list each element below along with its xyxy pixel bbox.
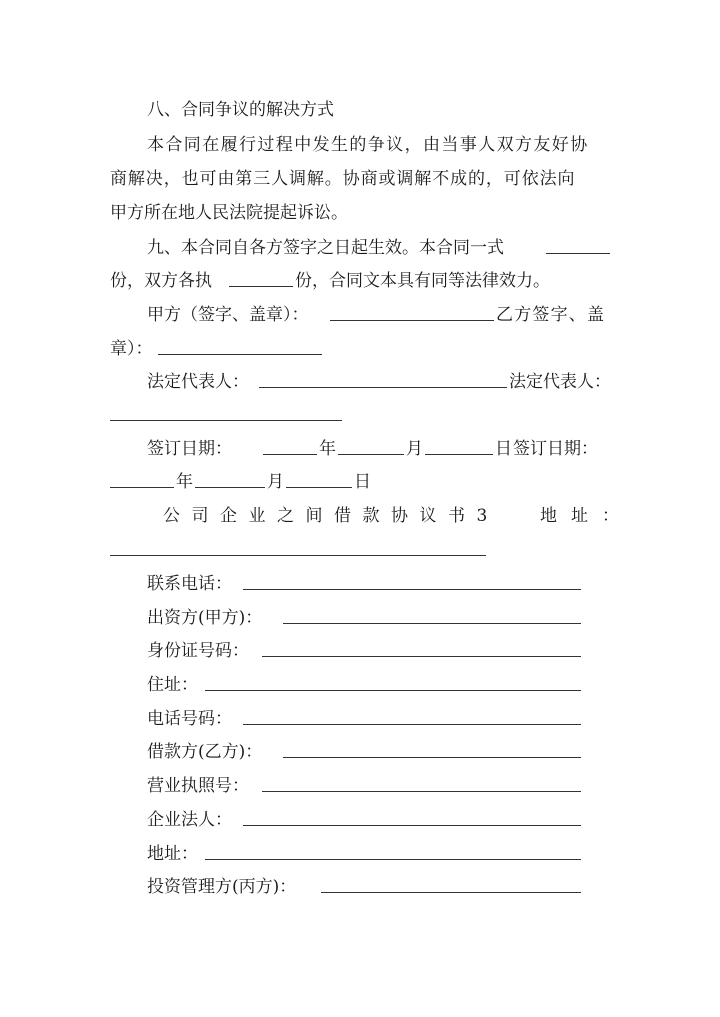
- field-blank-phone-number[interactable]: [243, 724, 581, 725]
- field-label-legal-person: 企业法人：: [147, 810, 232, 830]
- field-row-phone-number: [0, 704, 720, 734]
- agreement-address-blank-line: [0, 535, 720, 565]
- field-blank-legal-person[interactable]: [243, 825, 581, 826]
- field-blank-investment-manager[interactable]: [321, 892, 581, 893]
- legal-rep-b-blank-line: [0, 400, 720, 430]
- sign-date-b-line: [0, 467, 720, 497]
- sign-date-a-year-blank[interactable]: [263, 454, 317, 455]
- field-label-phone-number: 电话号码：: [147, 709, 232, 729]
- field-blank-residence[interactable]: [205, 690, 581, 691]
- sign-date-b-year-blank[interactable]: [110, 487, 174, 488]
- legal-rep-a-blank[interactable]: [259, 387, 507, 388]
- field-row-investment-manager: [0, 872, 720, 902]
- field-row-borrower: [0, 737, 720, 767]
- field-label-business-license: 营业执照号：: [147, 776, 249, 796]
- sign-date-a-year: 年: [319, 439, 336, 459]
- agreement-title: 公司企业之间借款协议书3: [163, 506, 499, 526]
- agreement-address-label: 地址：: [540, 506, 633, 526]
- field-label-investment-manager: 投资管理方(丙方)：: [147, 877, 297, 897]
- field-blank-borrower[interactable]: [283, 757, 581, 758]
- section9-line2: [0, 266, 720, 296]
- party-b-signature-label: 乙方签字、盖: [496, 305, 606, 325]
- field-row-residence: [0, 670, 720, 700]
- party-b-signature-blank[interactable]: [158, 354, 322, 355]
- sign-date-a-month-blank[interactable]: [338, 454, 404, 455]
- sign-date-b-month-blank[interactable]: [195, 487, 265, 488]
- field-label-investor: 出资方(甲方)：: [147, 608, 263, 628]
- legal-rep-b-label: 法定代表人：: [509, 372, 611, 392]
- copies-total-blank[interactable]: [546, 253, 610, 254]
- agreement-title-line: [0, 501, 720, 531]
- sign-date-a-label: 签订日期：: [147, 439, 232, 459]
- field-blank-business-license[interactable]: [262, 791, 581, 792]
- section9-text2b: 份，合同文本具有同等法律效力。: [295, 271, 550, 291]
- section8-heading-line: [0, 95, 720, 125]
- field-row-id-number: [0, 636, 720, 666]
- field-blank-contact-phone[interactable]: [243, 589, 581, 590]
- sign-date-b-day: 日: [354, 472, 371, 492]
- section9-text1: 九、本合同自各方签字之日起生效。本合同一式: [147, 238, 504, 258]
- field-blank-address[interactable]: [205, 859, 581, 860]
- agreement-address-blank[interactable]: [110, 555, 486, 556]
- sign-date-b-year: 年: [176, 472, 193, 492]
- field-row-business-license: [0, 771, 720, 801]
- party-b-signature-cont-line: [0, 334, 720, 364]
- sign-date-b-label: 签订日期：: [513, 439, 598, 459]
- field-label-id-number: 身份证号码：: [147, 641, 249, 661]
- field-label-address: 地址：: [147, 844, 198, 864]
- field-label-residence: 住址：: [147, 675, 198, 695]
- field-row-contact-phone: [0, 569, 720, 599]
- field-row-legal-person: [0, 805, 720, 835]
- field-label-borrower: 借款方(乙方)：: [147, 742, 263, 762]
- copies-each-blank[interactable]: [229, 286, 293, 287]
- sign-date-b-day-blank[interactable]: [286, 487, 352, 488]
- party-signature-line: [0, 300, 720, 330]
- legal-rep-line: [0, 367, 720, 397]
- section8-body-line2: [0, 164, 720, 194]
- field-label-contact-phone: 联系电话：: [147, 574, 232, 594]
- field-row-address: [0, 839, 720, 869]
- field-blank-id-number[interactable]: [262, 656, 581, 657]
- legal-rep-a-label: 法定代表人：: [147, 372, 249, 392]
- sign-date-a-day: 日: [495, 439, 512, 459]
- sign-date-a-month: 月: [406, 439, 423, 459]
- section9-text2a: 份，双方各执: [110, 271, 212, 291]
- section8-body-line1: [0, 130, 720, 160]
- party-b-signature-label-cont: 章）：: [110, 339, 153, 359]
- section9-line1: [0, 233, 720, 263]
- legal-rep-b-blank[interactable]: [110, 420, 342, 421]
- section8-body-line3: [0, 198, 720, 228]
- party-a-signature-label: 甲方（签字、盖章）：: [147, 305, 309, 325]
- field-blank-investor[interactable]: [283, 623, 581, 624]
- field-row-investor: [0, 603, 720, 633]
- section8-body-text2: 商解决，也可由第三人调解。协商或调解不成的，可依法向: [110, 169, 576, 189]
- sign-date-a-day-blank[interactable]: [425, 454, 493, 455]
- section8-body-text1: 本合同在履行过程中发生的争议，由当事人双方友好协: [147, 135, 589, 155]
- sign-date-line: [0, 434, 720, 464]
- party-a-signature-blank[interactable]: [330, 320, 494, 321]
- section8-body-text3: 甲方所在地人民法院提起诉讼。: [110, 203, 348, 223]
- section8-heading: 八、合同争议的解决方式: [147, 100, 334, 120]
- sign-date-b-month: 月: [267, 472, 284, 492]
